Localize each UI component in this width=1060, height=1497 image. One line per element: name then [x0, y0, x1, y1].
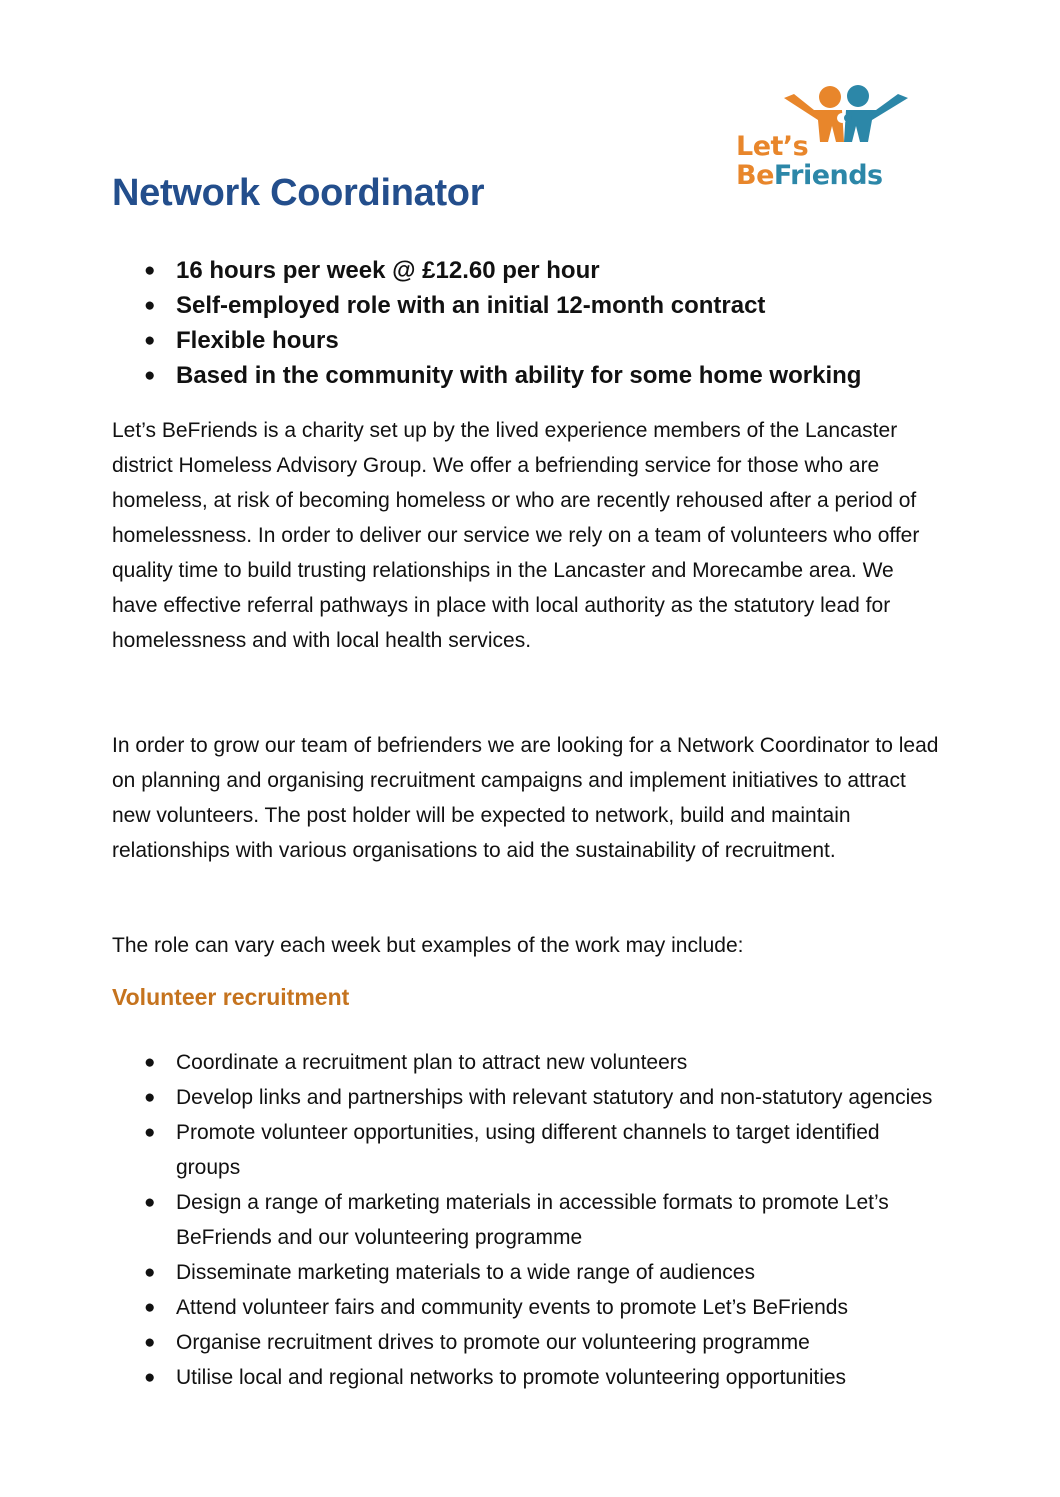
duty-text: Attend volunteer fairs and community events to promote Let’s BeFriends [176, 1296, 848, 1319]
duty-item [112, 1080, 942, 1115]
duty-item [112, 1115, 942, 1185]
bullet-icon: ● [144, 260, 156, 281]
duty-item [112, 1325, 942, 1360]
logo-friends: Friends [773, 160, 883, 191]
page-title: Network Coordinator [112, 172, 485, 214]
duty-item [112, 1255, 942, 1290]
key-fact-text: 16 hours per week @ £12.60 per hour [176, 257, 600, 284]
duty-item [112, 1290, 942, 1325]
examples-intro: The role can vary each week but examples of the work may include: [112, 934, 744, 957]
bullet-icon: ● [144, 1087, 156, 1108]
duty-text: Disseminate marketing materials to a wide range of audiences [176, 1261, 755, 1284]
logo-be: Be [736, 160, 774, 191]
bullet-icon: ● [144, 1052, 156, 1073]
duty-item [112, 1185, 942, 1255]
duty-text: Design a range of marketing materials in accessible formats to promote Let’s BeFriends and our volunteering programme [176, 1191, 889, 1249]
duty-text: Coordinate a recruitment plan to attract new volunteers [176, 1051, 688, 1074]
key-facts-list [112, 253, 861, 393]
duty-text: Organise recruitment drives to promote our volunteering programme [176, 1331, 810, 1354]
duty-item [112, 1045, 942, 1080]
bullet-icon: ● [144, 1192, 156, 1213]
key-fact-item [112, 288, 861, 323]
logo-line-2 [736, 161, 883, 190]
duty-text: Develop links and partnerships with relevant statutory and non-statutory agencies [176, 1086, 933, 1109]
bullet-icon: ● [144, 365, 156, 386]
key-fact-text: Based in the community with ability for some home working [176, 362, 862, 389]
intro-paragraph: Let’s BeFriends is a charity set up by the lived experience members of the Lancaster district Homeless Advisory Group. We offer a befriending service for those who are homeless, at risk of becoming homeless or who are recently rehoused after a period of homelessness. In order to deliver our service we rely on a team of volunteers who offer quality time to build trusting relationships in the Lancaster and Morecambe area. We have effective referral pathways in place with local authority as the statutory lead for homelessness and with local health services. [112, 419, 920, 652]
lets-befriends-logo [732, 84, 908, 200]
duty-item [112, 1360, 942, 1395]
bullet-icon: ● [144, 295, 156, 316]
key-fact-text: Flexible hours [176, 327, 339, 354]
duties-list [112, 1045, 942, 1395]
logo-wordmark [736, 132, 883, 190]
duty-text: Promote volunteer opportunities, using different channels to target identified groups [176, 1121, 880, 1179]
bullet-icon: ● [144, 330, 156, 351]
logo-line-1: Let’s [736, 131, 809, 162]
bullet-icon: ● [144, 1367, 156, 1388]
role-paragraph: In order to grow our team of befrienders we are looking for a Network Coordinator to lead on planning and organising recruitment campaigns and implement initiatives to attract new volunteers. The post holder will be expected to network, build and maintain relationships with various organisations to aid the sustainability of recruitment. [112, 734, 939, 862]
key-fact-item [112, 358, 861, 393]
key-fact-item [112, 323, 861, 358]
bullet-icon: ● [144, 1262, 156, 1283]
key-fact-item [112, 253, 861, 288]
section-heading-volunteer-recruitment: Volunteer recruitment [112, 984, 350, 1010]
duty-text: Utilise local and regional networks to promote volunteering opportunities [176, 1366, 847, 1389]
bullet-icon: ● [144, 1332, 156, 1353]
bullet-icon: ● [144, 1122, 156, 1143]
bullet-icon: ● [144, 1297, 156, 1318]
key-fact-text: Self-employed role with an initial 12-month contract [176, 292, 766, 319]
